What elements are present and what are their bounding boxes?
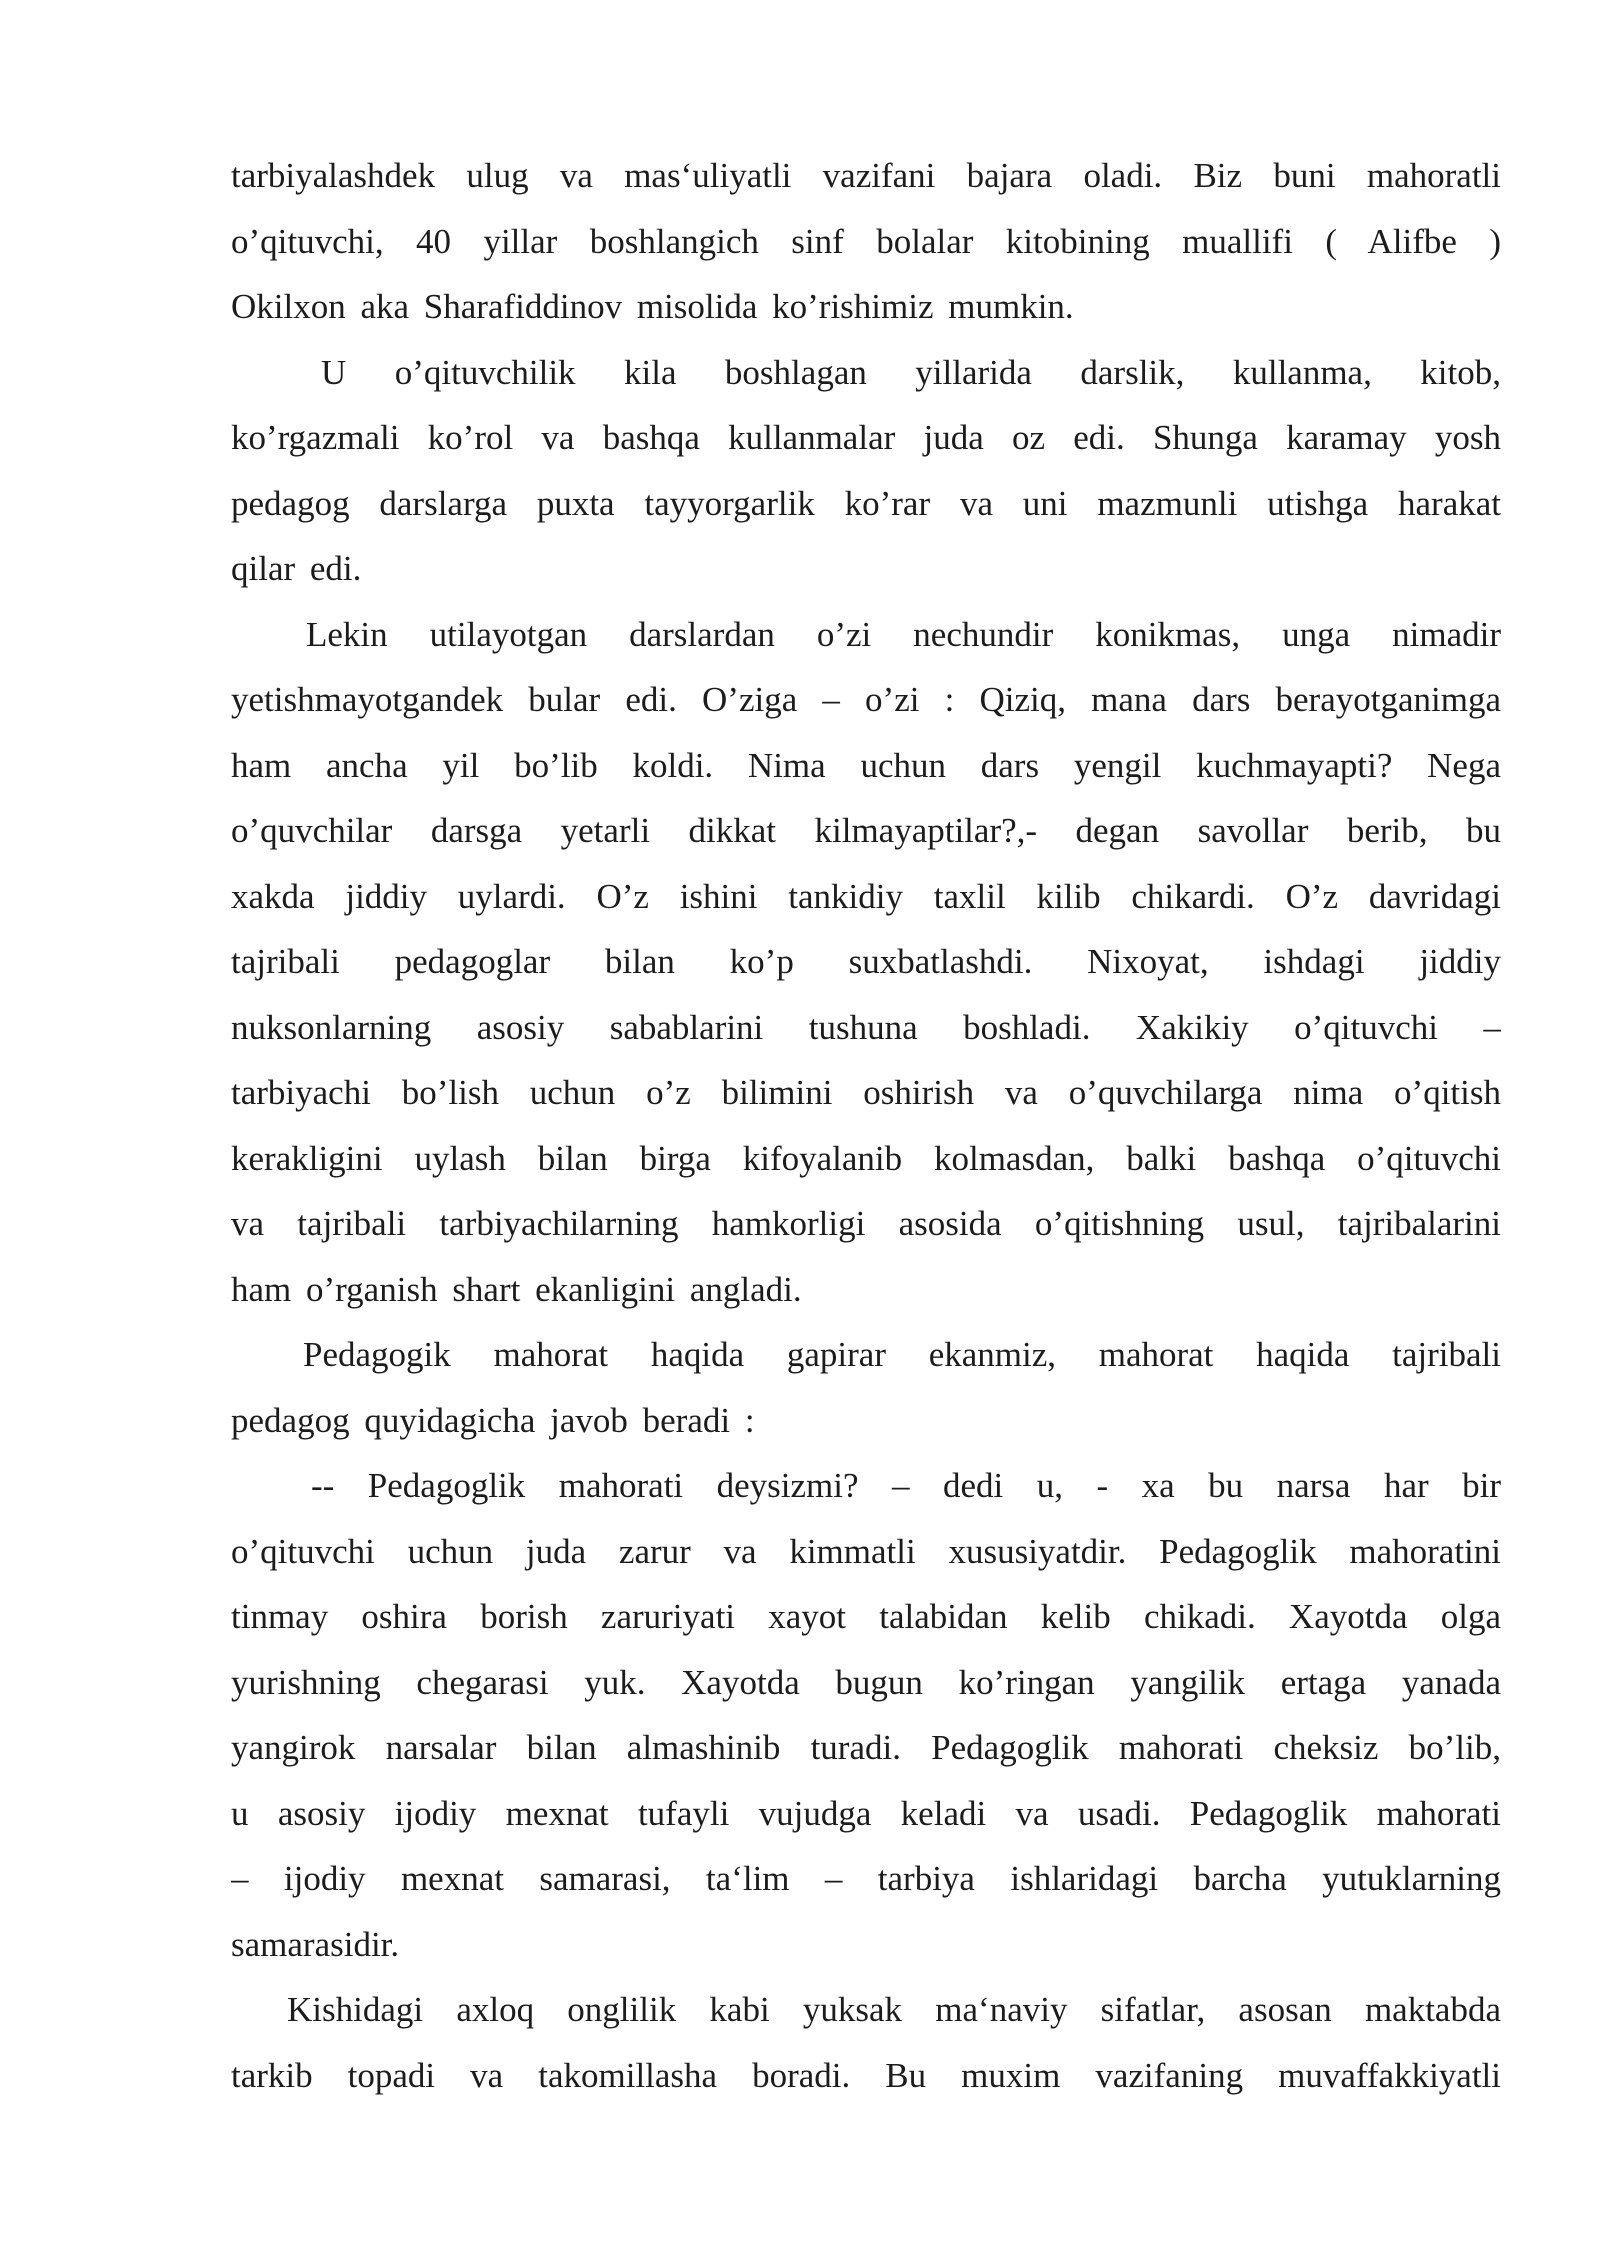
text-line: yetishmayotgandek bular edi. O’ziga – o’zi : Qiziq, mana dars berayotganimga [231, 680, 1501, 719]
text-line: o’quvchilar darsga yetarli dikkat kilmayaptilar?,- degan savollar berib, bu [231, 811, 1501, 850]
text-line: tarbiyalashdek ulug va mas‘uliyatli vazifani bajara oladi. Biz buni mahoratli [231, 156, 1501, 195]
paragraph-2 [231, 340, 1501, 602]
paragraph-3 [231, 602, 1501, 1323]
text-line: Lekin utilayotgan darslardan o’zi nechundir konikmas, unga nimadir [306, 614, 1501, 654]
text-line: ko’rgazmali ko’rol va bashqa kullanmalar juda oz edi. Shunga karamay yosh [231, 418, 1501, 457]
text-line: tarbiyachi bo’lish uchun o’z bilimini oshirish va o’quvchilarga nima o’qitish [231, 1073, 1501, 1112]
text-line: o’qituvchi, 40 yillar boshlangich sinf bolalar kitobining muallifi ( Alifbe ) [231, 221, 1501, 261]
text-line: tinmay oshira borish zaruriyati xayot talabidan kelib chikadi. Xayotda olga [231, 1597, 1501, 1636]
text-line: nuksonlarning asosiy sabablarini tushuna boshladi. Xakikiy o’qituvchi – [231, 1007, 1501, 1047]
text-line: o’qituvchi uchun juda zarur va kimmatli xususiyatdir. Pedagoglik mahoratini [231, 1531, 1501, 1571]
paragraph-6 [231, 1977, 1501, 2108]
text-line: Kishidagi axloq onglilik kabi yuksak ma‘naviy sifatlar, asosan maktabda [287, 1990, 1501, 2029]
text-line: Pedagogik mahorat haqida gapirar ekanmiz, mahorat haqida tajribali [303, 1335, 1501, 1374]
text-line: Okilxon aka Sharafiddinov misolida ko’rishimiz mumkin. [231, 287, 1074, 326]
text-line: pedagog quyidagicha javob beradi : [231, 1400, 755, 1440]
document-body [231, 143, 1501, 2108]
text-line: pedagog darslarga puxta tayyorgarlik ko’rar va uni mazmunli utishga harakat [231, 483, 1501, 523]
text-line: qilar edi. [231, 549, 362, 588]
text-line: yangirok narsalar bilan almashinib turadi. Pedagoglik mahorati cheksiz bo’lib, [231, 1728, 1501, 1767]
text-line: samarasidir. [231, 1924, 400, 1964]
paragraph-4 [231, 1322, 1501, 1453]
text-line: ham ancha yil bo’lib koldi. Nima uchun dars yengil kuchmayapti? Nega [231, 745, 1501, 785]
paragraph-5 [231, 1453, 1501, 1977]
text-line: va tajribali tarbiyachilarning hamkorligi asosida o’qitishning usul, tajribalarini [231, 1204, 1501, 1243]
text-line: tarkib topadi va takomillasha boradi. Bu muxim vazifaning muvaffakkiyatli [231, 2055, 1501, 2095]
paragraph-1 [231, 143, 1501, 340]
text-line: yurishning chegarasi yuk. Xayotda bugun ko’ringan yangilik ertaga yanada [231, 1662, 1501, 1702]
text-line: u asosiy ijodiy mexnat tufayli vujudga keladi va usadi. Pedagoglik mahorati [231, 1793, 1501, 1833]
text-line: -- Pedagoglik mahorati deysizmi? – dedi u, - xa bu narsa har bir [311, 1466, 1501, 1505]
text-line: tajribali pedagoglar bilan ko’p suxbatlashdi. Nixoyat, ishdagi jiddiy [231, 942, 1501, 981]
text-line: – ijodiy mexnat samarasi, ta‘lim – tarbiya ishlaridagi barcha yutuklarning [231, 1859, 1501, 1898]
text-line: ham o’rganish shart ekanligini angladi. [231, 1269, 802, 1309]
text-line: xakda jiddiy uylardi. O’z ishini tankidiy taxlil kilib chikardi. O’z davridagi [231, 876, 1501, 916]
text-line: kerakligini uylash bilan birga kifoyalanib kolmasdan, balki bashqa o’qituvchi [231, 1138, 1501, 1178]
text-line: U o’qituvchilik kila boshlagan yillarida darslik, kullanma, kitob, [321, 352, 1501, 392]
